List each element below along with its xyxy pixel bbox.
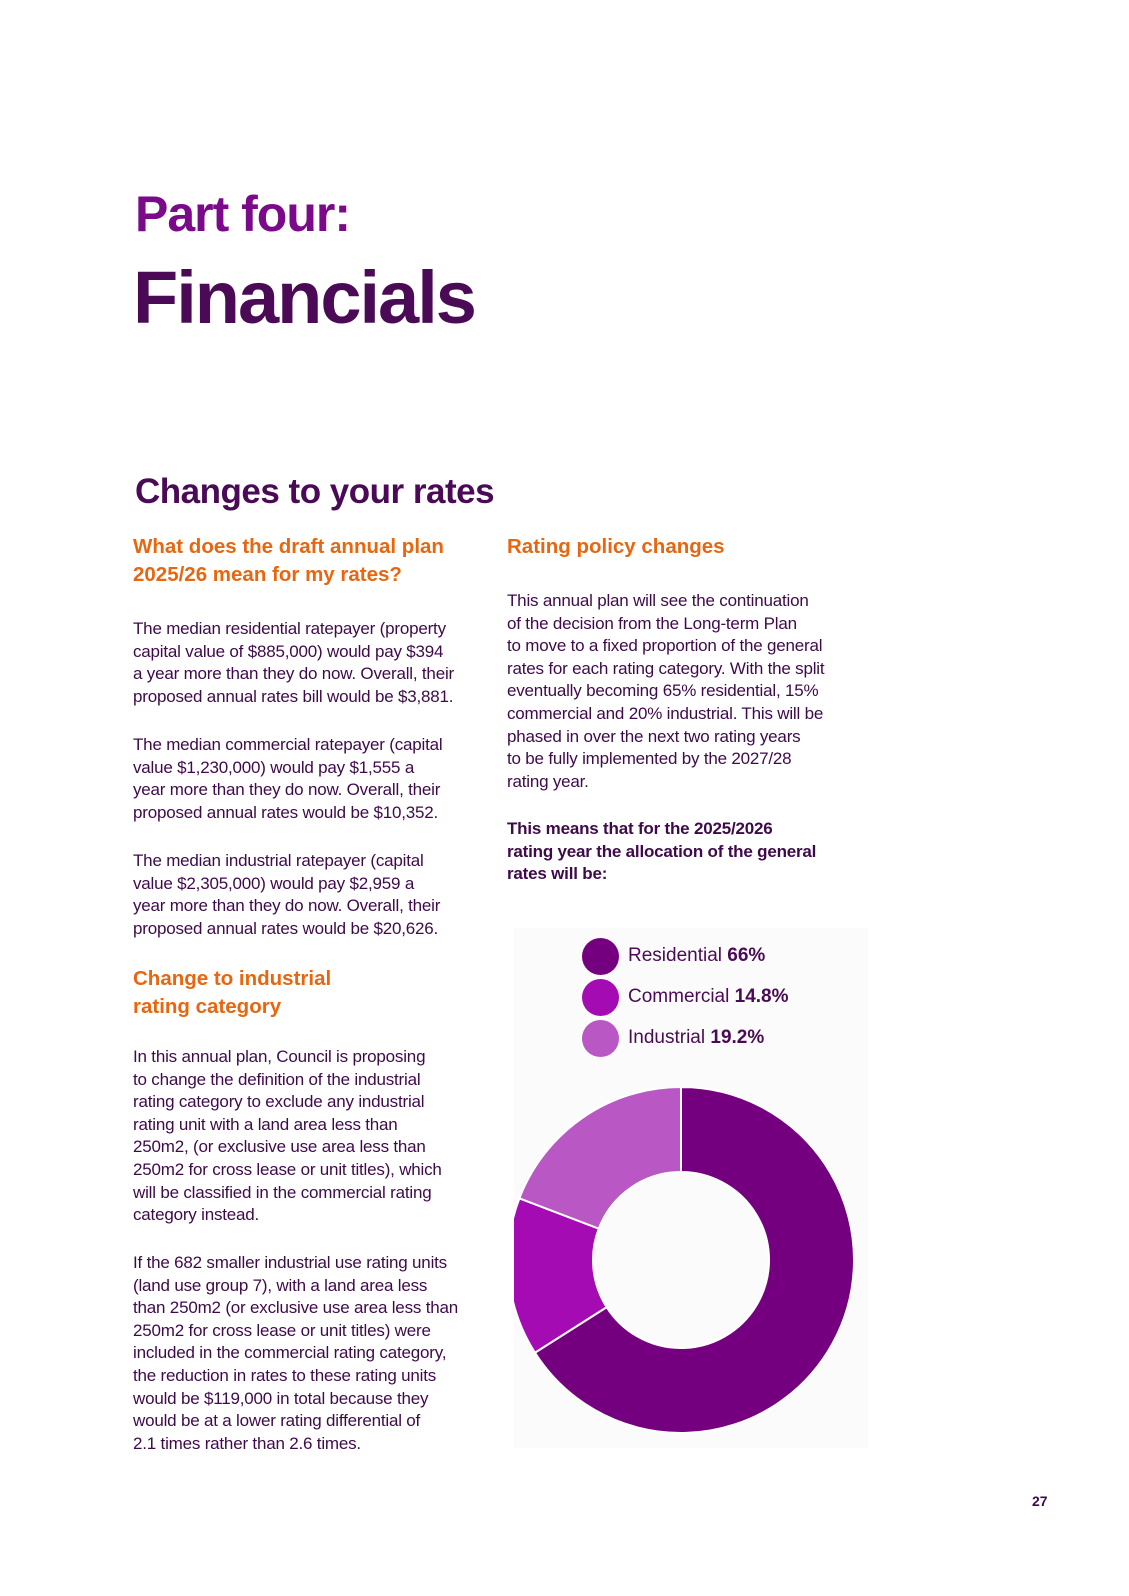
heading-rating-policy: Rating policy changes	[507, 535, 725, 558]
rates-allocation-chart	[514, 928, 868, 1448]
section-title: Changes to your rates	[135, 472, 495, 511]
para-industrial-definition: In this annual plan, Council is proposing to change the definition of the industrial rating category to exclude any industrial rating unit with a land area less than 250m2, (or exclusive use area less than 250m2 for cross lease or unit titles), which will be classified in the commercial rating category instead.	[133, 1047, 442, 1225]
page-number: 27	[1032, 1493, 1048, 1509]
heading-draft-plan: What does the draft annual plan 2025/26 mean for my rates?	[133, 535, 444, 586]
legend-value-residential: 66%	[727, 945, 766, 966]
page-title: Financials	[133, 256, 475, 339]
para-rating-policy: This annual plan will see the continuation of the decision from the Long-term Plan to move to a fixed proportion of the general rates for each rating category. With the split eventually becoming 65% residential, 15% commercial and 20% industrial. This will be phased in over the next two rating years to be fully implemented by the 2027/28 rating year.	[507, 591, 825, 791]
legend-item-commercial	[582, 978, 789, 1016]
para-commercial: The median commercial ratepayer (capital value $1,230,000) would pay $1,555 a year more than they do now. Overall, their proposed annual rates would be $10,352.	[133, 735, 443, 822]
legend-item-residential	[582, 937, 765, 975]
legend-label-residential: Residential	[628, 945, 722, 966]
para-allocation: This means that for the 2025/2026 rating year the allocation of the general rates will be:	[507, 819, 817, 884]
legend-label-industrial: Industrial	[628, 1027, 706, 1048]
slice-industrial	[519, 1088, 681, 1229]
legend-swatch-residential	[582, 938, 619, 975]
legend-value-commercial: 14.8%	[734, 986, 789, 1007]
donut-chart	[514, 1088, 868, 1448]
heading-industrial-category: Change to industrial rating category	[133, 967, 332, 1018]
para-smaller-units: If the 682 smaller industrial use rating units (land use group 7), with a land area less than 250m2 (or exclusive use area less than 250m2 for cross lease or unit titles) were included in the commercial rating category, the reduction in rates to these rating units would be $119,000 in total because they would be at a lower rating differential of 2.1 times rather than 2.6 times.	[133, 1253, 458, 1453]
para-residential: The median residential ratepayer (property capital value of $885,000) would pay $394 a year more than they do now. Overall, their proposed annual rates bill would be $3,881.	[133, 619, 454, 706]
legend-swatch-industrial	[582, 1020, 619, 1057]
legend-item-industrial	[582, 1019, 764, 1057]
part-label: Part four:	[135, 186, 350, 242]
legend-label-commercial: Commercial	[628, 986, 730, 1007]
legend-swatch-commercial	[582, 979, 619, 1016]
para-industrial: The median industrial ratepayer (capital value $2,305,000) would pay $2,959 a year more than they do now. Overall, their proposed annual rates would be $20,626.	[133, 851, 441, 938]
legend-value-industrial: 19.2%	[710, 1027, 765, 1048]
